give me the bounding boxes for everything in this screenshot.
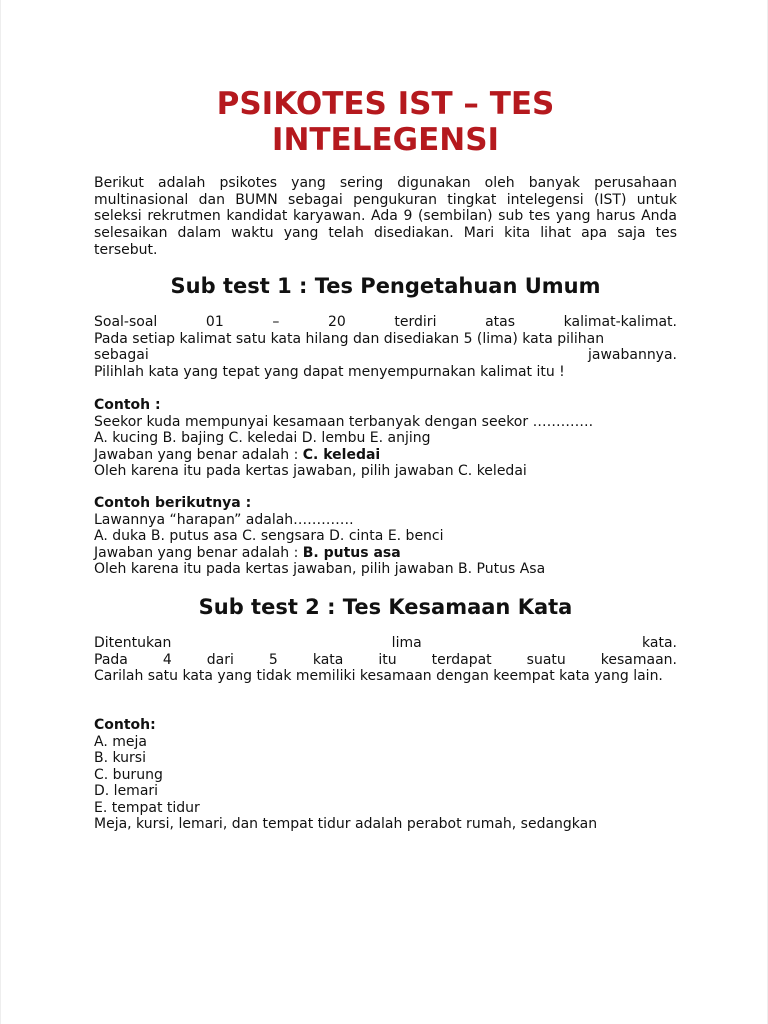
subtest-1-line-3: sebagai jawabannya.	[94, 347, 677, 363]
intro-paragraph: Berikut adalah psikotes yang sering digunakan oleh banyak perusahaan multinasional dan BUMN sebagai pengukuran tingkat intelegensi (IST) untuk seleksi rekrutmen kandidat karyawan. Ada 9 (sembilan) sub tes yang harus Anda selesaikan dalam waktu yang telah disediakan. Mari kita lihat apa saja tes tersebut.	[94, 175, 677, 258]
subtest-2-example-note: Meja, kursi, lemari, dan tempat tidur adalah perabot rumah, sedangkan	[94, 816, 598, 832]
subtest-1-example-1	[94, 397, 677, 480]
subtest-2-line-1: Ditentukan lima kata.	[94, 635, 677, 651]
subtest-1-line-1: Soal-soal 01 – 20 terdiri atas kalimat-kalimat.	[94, 314, 677, 330]
example-2-note: Oleh karena itu pada kertas jawaban, pilih jawaban B. Putus Asa	[94, 561, 546, 577]
subtest-1-instructions	[94, 314, 677, 380]
example-2-answer-line	[94, 545, 677, 562]
subtest-1-example-2	[94, 495, 677, 578]
title-line-2: INTELEGENSI	[271, 122, 500, 158]
subtest-1-line-4: Pilihlah kata yang tepat yang dapat menyempurnakan kalimat itu !	[94, 363, 565, 380]
example-1-options: A. kucing B. bajing C. keledai D. lembu E. anjing	[94, 430, 431, 446]
option-a: A. meja	[94, 733, 147, 750]
subtest-2-line-3: Carilah satu kata yang tidak memiliki kesamaan dengan keempat kata yang lain.	[94, 668, 663, 684]
example-2-answer: B. putus asa	[302, 544, 401, 561]
option-c: C. burung	[94, 766, 163, 783]
example-1-answer-prefix: Jawaban yang benar adalah :	[94, 446, 303, 463]
example-1-answer: C. keledai	[302, 446, 381, 463]
option-e: E. tempat tidur	[94, 799, 200, 816]
subtest-2-example-label: Contoh:	[94, 717, 156, 733]
subtest-2-line-2: Pada 4 dari 5 kata itu terdapat suatu kesamaan.	[94, 651, 677, 668]
example-1-answer-line	[94, 447, 677, 464]
example-1-label: Contoh :	[94, 397, 161, 413]
subtest-2-heading: Sub test 2 : Tes Kesamaan Kata	[198, 595, 573, 619]
option-d: D. lemari	[94, 783, 159, 799]
subtest-1-line-2: Pada setiap kalimat satu kata hilang dan disediakan 5 (lima) kata pilihan	[94, 330, 605, 347]
document-title	[94, 86, 677, 158]
option-b: B. kursi	[94, 750, 146, 766]
title-line-1: PSIKOTES IST – TES	[216, 86, 555, 122]
example-2-options: A. duka B. putus asa C. sengsara D. cinta E. benci	[94, 528, 444, 544]
subtest-1-heading: Sub test 1 : Tes Pengetahuan Umum	[170, 274, 601, 298]
example-2-question: Lawannya “harapan” adalah………….	[94, 511, 354, 528]
example-1-note: Oleh karena itu pada kertas jawaban, pilih jawaban C. keledai	[94, 463, 527, 479]
subtest-2-instructions	[94, 635, 677, 685]
subtest-2-example	[94, 717, 677, 833]
example-2-answer-prefix: Jawaban yang benar adalah :	[94, 544, 303, 561]
example-2-label: Contoh berikutnya :	[94, 495, 252, 511]
example-1-question: Seekor kuda mempunyai kesamaan terbanyak dengan seekor ………….	[94, 413, 594, 430]
